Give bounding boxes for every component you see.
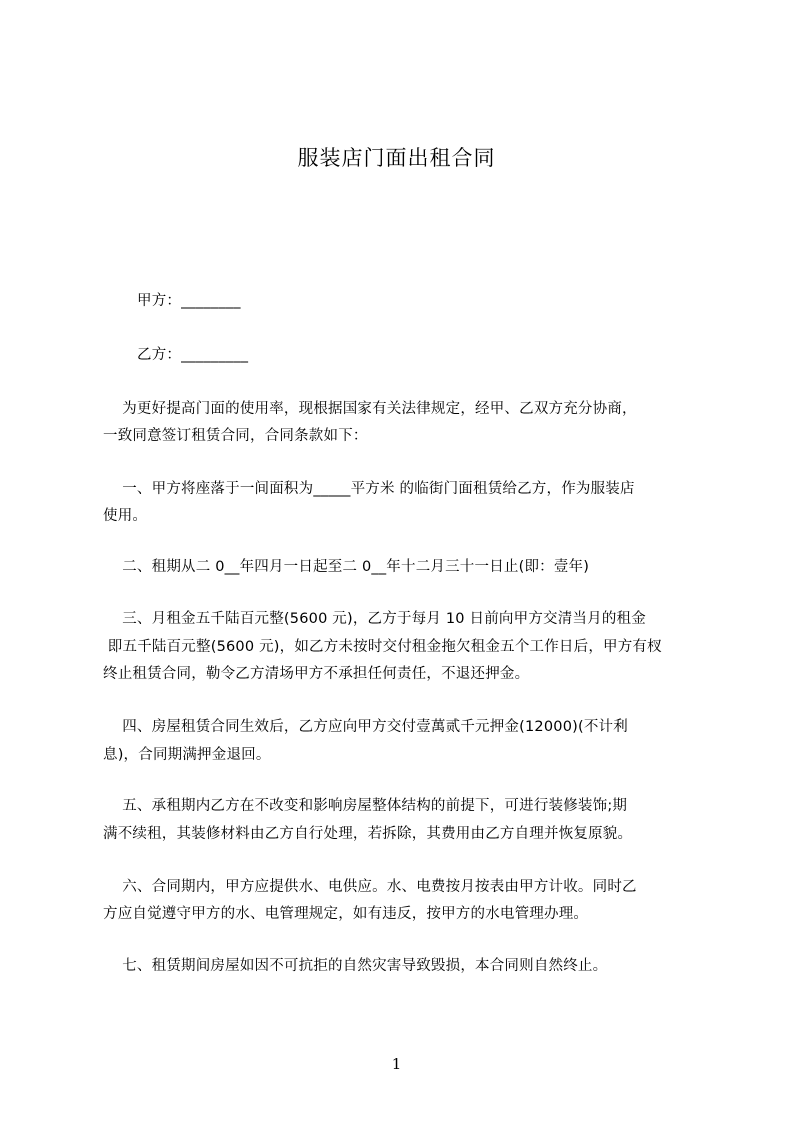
clause-6-line-1: 六、合同期内，甲方应提供水、电供应。水、电费按月按表由甲方计收。同时乙 xyxy=(103,879,637,895)
party-b-line: 乙方：_________ xyxy=(137,347,249,363)
clause-3-line-1: 三、月租金五千陆百元整(5600 元)，乙方于每月 10 日前向甲方交清当月的租金 xyxy=(103,611,646,627)
clause-1-line-2: 使用。 xyxy=(103,508,148,524)
clause-6-line-2: 方应自觉遵守甲方的水、电管理规定，如有违反，按甲方的水电管理办理。 xyxy=(103,906,589,922)
party-a-line: 甲方：________ xyxy=(137,293,241,309)
clause-2-line-1: 二、租期从二 0__年四月一日起至二 0__年十二月三十一日止(即：壹年) xyxy=(103,559,590,575)
clause-3-line-3: 终止租赁合同，勒令乙方清场甲方不承担任何责任，不退还押金。 xyxy=(103,666,530,682)
page-number: 1 xyxy=(391,1055,402,1073)
clause-7-line-1: 七、租赁期间房屋如因不可抗拒的自然灾害导致毁损，本合同则自然终止。 xyxy=(103,958,608,974)
document-title: 服装店门面出租合同 xyxy=(297,146,496,170)
clause-5-line-1: 五、承租期内乙方在不改变和影响房屋整体结构的前提下，可进行装修装饰;期 xyxy=(103,798,628,814)
clause-3-line-2: 即五千陆百元整(5600 元)，如乙方未按时交付租金拖欠租金五个工作日后，甲方有杈 xyxy=(103,639,662,655)
clause-4-line-2: 息)，合同期满押金退回。 xyxy=(103,747,271,763)
intro-line-2: 一致同意签订租赁合同，合同条款如下： xyxy=(103,428,368,444)
clause-1-line-1: 一、甲方将座落于一间面积为_____平方米 的临街门面租赁给乙方，作为服装店 xyxy=(103,481,635,497)
clause-5-line-2: 满不续租，其装修材料由乙方自行处理，若拆除，其费用由乙方自理并恢复原貌。 xyxy=(103,826,633,842)
intro-line-1: 为更好提高门面的使用率，现根据国家有关法律规定，经甲、乙双方充分协商， xyxy=(103,401,637,417)
clause-4-line-1: 四、房屋租赁合同生效后，乙方应向甲方交付壹萬贰千元押金(12000)(不计利 xyxy=(103,719,628,735)
